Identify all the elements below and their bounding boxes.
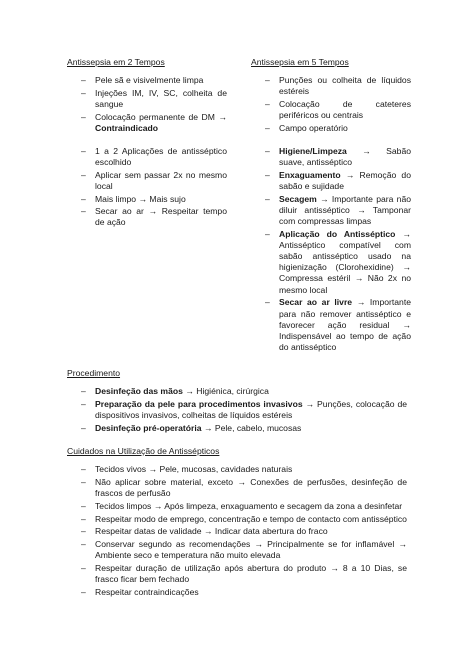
section-antissepsia-2-tempos [67, 57, 227, 230]
item-text: → Antisséptico compatível com sabão antisséptico usado na higienização (Clorohexidine) → Compressa estéril → Não 2x no mesmo local [279, 228, 412, 295]
item-text: → Higiénica, cirúrgica [182, 386, 269, 397]
bullet-list [67, 464, 407, 598]
list-item [67, 539, 407, 561]
list-item [251, 229, 411, 296]
section-procedimento [67, 368, 407, 436]
list-item [251, 297, 411, 353]
item-text: Respeitar contraindicações [95, 586, 199, 597]
item-bold: Contraindicado [95, 123, 159, 134]
item-text: Respeitar modo de emprego, concentração e tempo de contacto com antisséptico [95, 513, 407, 524]
list-item [67, 423, 407, 434]
item-text: 1 a 2 Aplicações de antisséptico escolhido [95, 145, 227, 167]
list-item [67, 464, 407, 475]
list-item [67, 206, 227, 228]
item-text: Injeções IM, IV, SC, colheita de sangue [95, 87, 227, 110]
list-item [251, 75, 411, 97]
item-text: → Pele, cabelo, mucosas [201, 422, 302, 433]
item-bold: Desinfeção das mãos [95, 386, 183, 397]
item-text: → Sabão suave, antisséptico [279, 145, 411, 167]
item-text: Tecidos limpos → Após limpeza, enxaguamento e secagem da zona a desinfetar [95, 500, 403, 511]
bullet-list [67, 75, 227, 134]
item-bold: Secar ao ar livre [279, 297, 353, 308]
section-heading: Antissepsia em 5 Tempos [251, 57, 349, 67]
list-item [67, 501, 407, 512]
list-item [67, 112, 227, 134]
list-item [67, 146, 227, 168]
item-text: Aplicar sem passar 2x no mesmo local [95, 169, 227, 191]
item-bold: Secagem [279, 193, 317, 204]
list-item [251, 99, 411, 121]
item-bold: Enxaguamento [279, 169, 341, 180]
list-item [67, 526, 407, 537]
item-bold: Desinfeção pré-operatória [95, 422, 202, 433]
item-bold: Aplicação do Antisséptico [279, 228, 396, 239]
bullet-list [251, 75, 411, 134]
section-antissepsia-5-tempos [251, 57, 411, 355]
list-item [251, 170, 411, 192]
item-bold: Preparação da pele para procedimentos invasivos [95, 398, 303, 409]
list-item [251, 123, 411, 134]
item-text: Pele sã e visivelmente limpa [95, 75, 204, 86]
list-item [251, 194, 411, 228]
section-heading: Cuidados na Utilização de Antissépticos [67, 446, 220, 456]
section-heading: Procedimento [67, 368, 121, 378]
list-item [67, 477, 407, 499]
item-text: Não aplicar sobre material, exceto → Conexões de perfusões, desinfeção de frascos de perfusão [95, 476, 407, 499]
item-text: Secar ao ar → Respeitar tempo de ação [95, 206, 227, 228]
item-text: → Remoção do sabão e sujidade [279, 169, 411, 191]
list-item [67, 194, 227, 205]
item-text: Respeitar duração de utilização após abertura do produto → 8 a 10 Dias, se frasco ficar bem fechado [95, 562, 407, 585]
list-item [67, 514, 407, 525]
section-cuidados [67, 446, 407, 599]
list-item [251, 146, 411, 168]
bullet-list [67, 386, 407, 434]
list-item [67, 399, 407, 421]
list-item [67, 587, 407, 598]
list-item [67, 170, 227, 192]
item-text: Colocação de cateteres periféricos ou centrais [279, 99, 411, 121]
list-item [67, 563, 407, 585]
item-text: → Punções, colocação de dispositivos invasivos, colheitas de líquidos estéreis [95, 398, 408, 421]
item-text: → Importante para não remover antisséptico e favorecer ação residual → Indispensável ao tempo de ação do antisséptico [279, 297, 411, 353]
list-item [67, 386, 407, 397]
item-text: Campo operatório [279, 123, 348, 134]
item-text: Colocação permanente de DM → [95, 111, 227, 122]
item-text: Respeitar datas de validade → Indicar data abertura do fraco [95, 526, 328, 537]
bullet-list [251, 146, 411, 354]
section-heading: Antissepsia em 2 Tempos [67, 57, 165, 67]
item-text: Mais limpo → Mais sujo [95, 193, 186, 204]
item-text: Punções ou colheita de líquidos estéreis [279, 75, 411, 97]
item-text: Tecidos vivos → Pele, mucosas, cavidades naturais [95, 464, 293, 475]
item-text: → Importante para não diluir antisséptico → Tamponar com compressas limpas [279, 193, 411, 226]
list-item [67, 75, 227, 86]
item-bold: Higiene/Limpeza [279, 145, 347, 156]
list-item [67, 88, 227, 110]
bullet-list [67, 146, 227, 229]
item-text: Conservar segundo as recomendações → Principalmente se for inflamável → Ambiente seco e temperatura não muito elevada [95, 538, 407, 561]
